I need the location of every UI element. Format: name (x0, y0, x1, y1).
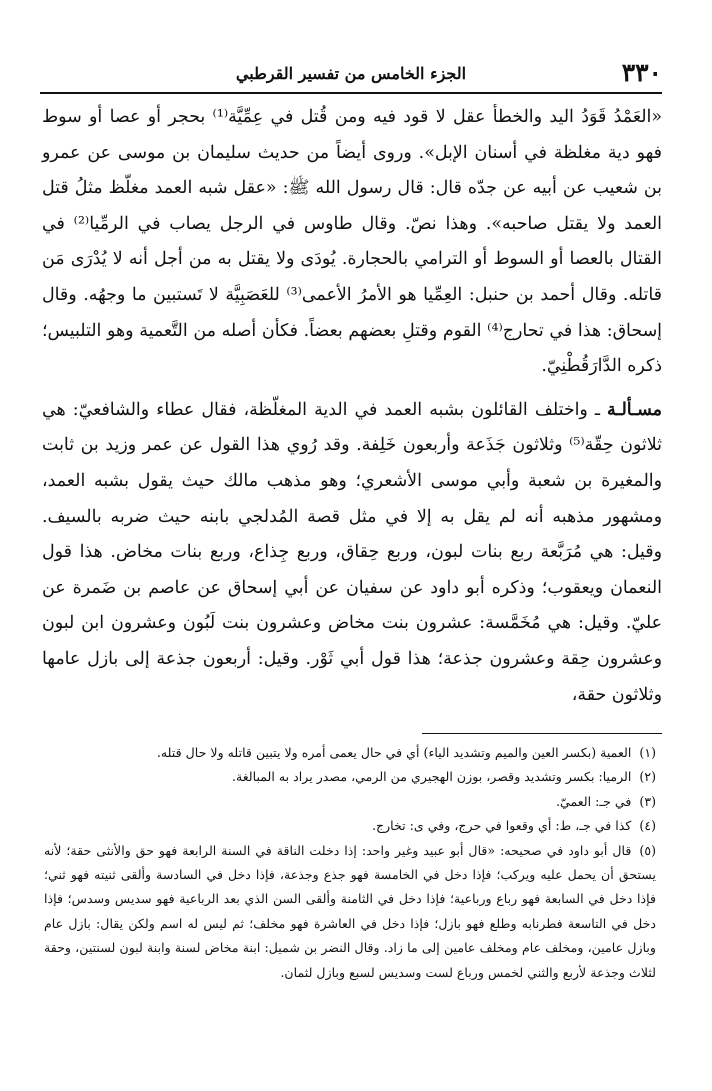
footnote-text: في جـ: العميّ. (555, 793, 632, 809)
paragraph-hadith: «العَمْدُ قَوَدُ اليد والخطأ عقل لا قود فيه ومن قُتل في عِمِّيَّة⁽¹⁾ بحجر أو عصا أو سوط فهو دية مغلظة في أسنان الإبل». وروى أيضاً من حديث سليمان بن موسى عن عمرو بن شعيب عن أبيه عن جدّه قال: قال رسول الله ﷺ: «عقل شبه العمد مغلّظ مثلُ قتل العمد ولا يقتل صاحبه». وهذا نصّ. وقال طاوس في الرجل يصاب في الرمِّيا⁽²⁾ في القتال بالعصا أو السوط أو الترامي بالحجارة. يُودَى ولا يقتل به من أجل أنه لا يُدْرَى مَن قاتله. وقال أحمد بن حنبل: العِمِّيا هو الأمرُ الأعمى⁽³⁾ للعَصَبِيَّة لا تَستبين ما وجهُه. وقال إسحاق: هذا في تحارج⁽⁴⁾ القوم وقتلِ بعضهم بعضاً. فكأن أصله من التَّعمية وهو التلبيس؛ ذكره الدَّارَقُطْنِيّ. (42, 107, 663, 377)
footnote-3 (44, 790, 656, 814)
page-number: ٣٣٠ (621, 58, 662, 87)
masala-heading: مسـألـة (607, 399, 662, 420)
paragraph-masala (42, 393, 662, 713)
footnote-number: (٥) (639, 842, 656, 858)
footnote-number: (٣) (639, 793, 656, 809)
footnote-number: (١) (639, 745, 656, 760)
footnote-1 (44, 741, 656, 765)
footnote-2 (44, 765, 656, 789)
page-header (40, 56, 662, 94)
running-title: الجزء الخامس من تفسير القرطبي (235, 64, 467, 83)
footnote-text: الرميا: بكسر وتشديد وقصر، بوزن الهجيري من الرمي، مصدر يراد به المبالغة. (231, 769, 632, 785)
footnote-text: العمية (بكسر العين والميم وتشديد الياء) أي في حال يعمى أمره ولا يتبين قاتله ولا حال قتله. (156, 745, 632, 760)
footnote-5 (44, 839, 656, 985)
footnote-number: (٤) (639, 818, 656, 834)
footnotes-list (44, 741, 656, 985)
footnote-text: قال أبو داود في صحيحه: «قال أبو عبيد وغير واحد: إذا دخلت الناقة في السنة الرابعة فهو حق والأنثى حقة؛ لأنه يستحق أن يحمل عليه ويركب؛ فإذا دخل في الخامسة فهو جذع وجذعة، فإذا دخل في السادسة وألقى ثنيته فهو ثني؛ فإذا دخل في السابعة فهو رباع ورباعية؛ فإذا دخل في الثامنة وألقى السن الذي بعد الرباعية فهو سديس وسدس؛ فإذا دخل في التاسعة فطرنابه وطلع فهو بازل؛ فإذا دخل في العاشرة فهو مخلف؛ ثم ليس له اسم ولكن يقال: بازل عام وبازل عامين، ومخلف عام ومخلف عامين إلى ما زاد. وقال النضر بن شميل: ابنة مخاض لسنة وابنة لبون لسنتين، وحقة لثلاث وجذعة لأربع والثني لخمس ورباع لست وسديس لسبع وبازل لثمان. (44, 842, 656, 980)
main-text (42, 100, 662, 713)
footnote-divider (422, 733, 662, 734)
footnote-number: (٢) (639, 769, 656, 785)
footnote-4 (44, 814, 656, 838)
masala-text: ـ واختلف القائلون بشبه العمد في الدية المغلّظة، فقال عطاء والشافعيّ: هي ثلاثون حِقّة⁽⁵⁾ وثلاثون جَذَعة وأربعون خَلِفة. وقد رُوي هذا القول عن عمر وزيد بن ثابت والمغيرة بن شعبة وأبي موسى الأشعري؛ وهو مذهب مالك حيث يقول بشبه العمد، ومشهور مذهبه أنه لم يقل به إلا في مثل قصة المُدلجي بابنه حيث ضربه بالسيف. وقيل: هي مُرَبَّعة ربع بنات لبون، وربع حِقاق، وربع جِذاع، وربع بنات مخاض. هذا قول النعمان ويعقوب؛ وذكره أبو داود عن سفيان عن أبي إسحاق عن عاصم بن ضَمرة عن عليّ. وقيل: هي مُخَمَّسة: عشرون بنت مخاض وعشرون بنت لَبُون وعشرون ابن لبون وعشرون حِقة وعشرون جذعة؛ هذا قول أبي ثَوْر. وقيل: أربعون جذعة إلى بازل عامها وثلاثون حقة، (42, 399, 662, 705)
footnote-text: كذا في جـ، ط: أي وقعوا في حرج، وفي ى: تخارج. (371, 818, 632, 834)
